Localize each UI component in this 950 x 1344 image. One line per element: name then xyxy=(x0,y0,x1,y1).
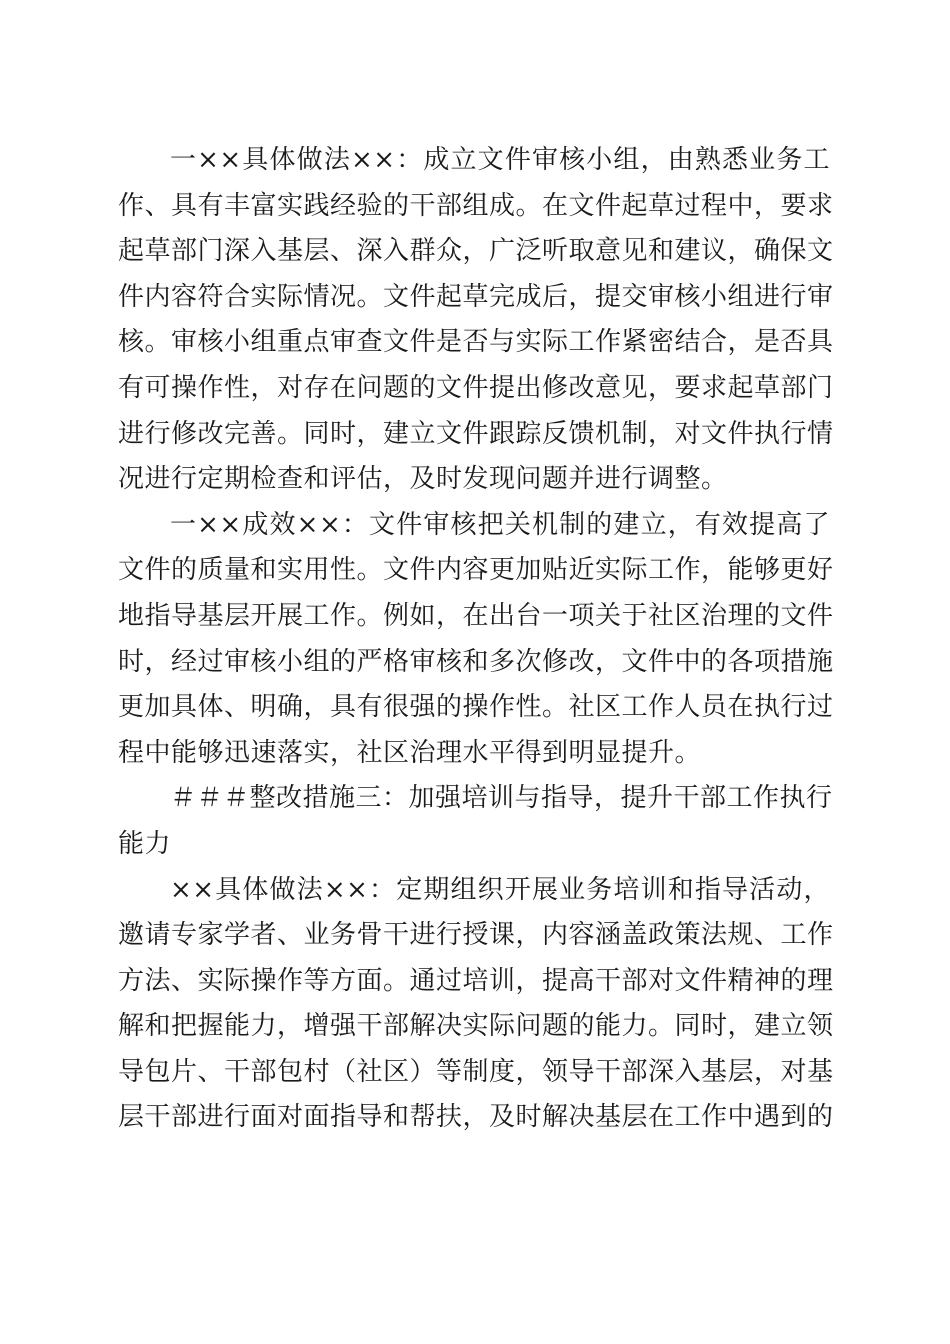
text-line: 作、具有丰富实践经验的干部组成。在文件起草过程中，要求 xyxy=(118,190,834,221)
text-line: 更加具体、明确，具有很强的操作性。社区工作人员在执行过 xyxy=(118,692,834,723)
text-line: 况进行定期检查和评估，及时发现问题并进行调整。 xyxy=(118,464,728,495)
paragraph-effect-1 xyxy=(118,503,834,777)
heading-line: ＃＃＃整改措施三：加强培训与指导，提升干部工作执行 xyxy=(170,783,833,814)
text-line: 时，经过审核小组的严格审核和多次修改，文件中的各项措施 xyxy=(118,646,834,677)
text-line: 文件的质量和实用性。文件内容更加贴近实际工作，能够更好 xyxy=(118,555,834,586)
paragraph-method-3 xyxy=(118,868,834,1142)
heading-line: 能力 xyxy=(118,828,172,859)
document-body xyxy=(118,138,834,1141)
section-heading xyxy=(118,776,833,867)
text-line: 地指导基层开展工作。例如，在出台一项关于社区治理的文件 xyxy=(118,600,834,631)
text-line: 有可操作性，对存在问题的文件提出修改意见，要求起草部门 xyxy=(118,372,834,403)
text-line: ××具体做法××：定期组织开展业务培训和指导活动， xyxy=(170,874,830,905)
text-line: 进行修改完善。同时，建立文件跟踪反馈机制，对文件执行情 xyxy=(118,418,834,449)
text-line: 件内容符合实际情况。文件起草完成后，提交审核小组进行审 xyxy=(118,281,834,312)
text-line: 方法、实际操作等方面。通过培训，提高干部对文件精神的理 xyxy=(118,965,834,996)
paragraph-method-1 xyxy=(118,138,834,503)
text-line: 解和把握能力，增强干部解决实际问题的能力。同时，建立领 xyxy=(118,1011,834,1042)
text-line: 导包片、干部包村（社区）等制度，领导干部深入基层，对基 xyxy=(118,1056,834,1087)
text-line: 层干部进行面对面指导和帮扶，及时解决基层在工作中遇到的 xyxy=(118,1102,834,1133)
text-line: 一××成效××：文件审核把关机制的建立，有效提高了 xyxy=(170,509,830,540)
text-line: 一××具体做法××：成立文件审核小组，由熟悉业务工 xyxy=(170,145,830,175)
text-line: 核。审核小组重点审查文件是否与实际工作紧密结合，是否具 xyxy=(118,327,834,358)
text-line: 起草部门深入基层、深入群众，广泛听取意见和建议，确保文 xyxy=(118,236,834,267)
text-line: 邀请专家学者、业务骨干进行授课，内容涵盖政策法规、工作 xyxy=(118,920,834,951)
text-line: 程中能够迅速落实，社区治理水平得到明显提升。 xyxy=(118,737,702,768)
